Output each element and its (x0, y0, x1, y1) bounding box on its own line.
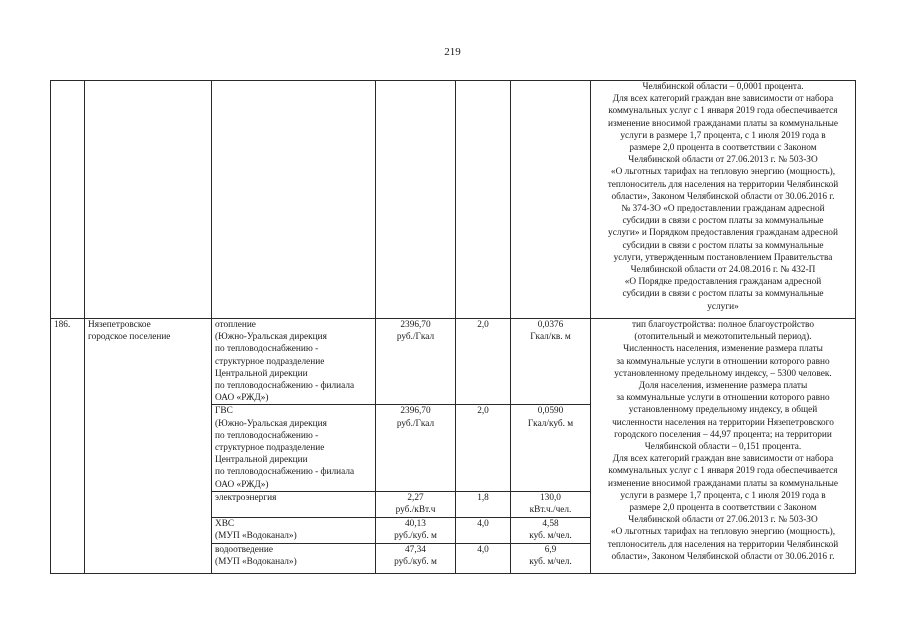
service-hot-water (212, 405, 376, 491)
description-line: установленному предельному индексу, в общей (628, 405, 818, 416)
service-cold-water (212, 517, 376, 543)
description-line: Челябинской области – 0,151 процента. (644, 442, 802, 453)
service-name-line: структурное подразделение (215, 443, 325, 454)
service-sewerage (212, 543, 376, 573)
description-line: Челябинской области от 27.06.2013 г. № 503-ЗО (628, 155, 818, 166)
tariff-value: 2396,70 (400, 320, 431, 330)
index-electricity: 1,8 (456, 491, 511, 517)
service-name-line: (Южно-Уральская дирекция (215, 332, 327, 343)
description-line: коммунальных услуг с 1 января 2019 года обеспечивается (608, 466, 838, 477)
tariff-unit: руб./кВт.ч (395, 505, 436, 516)
description-line: «О льготных тарифах на тепловую энергию (мощность), (610, 167, 836, 178)
norm-heating (511, 319, 591, 405)
description-line: за коммунальные услуги в отношении которого равно (616, 393, 830, 404)
description-line: (отопительный и межотопительный период). (634, 332, 812, 343)
description-line: размере 2,0 процента в соответствии с Законом (629, 143, 817, 154)
norm-value: 4,58 (542, 518, 559, 529)
service-name-line: ГВС (215, 406, 233, 417)
description-line: теплоноситель для населения на территории Челябинской (607, 539, 839, 550)
tariff-value: 2,27 (407, 492, 424, 503)
description-line: услуги» (707, 301, 739, 312)
description-line: Челябинской области – 0,0001 процента. (642, 82, 804, 92)
description-line: Доля населения, изменение размера платы (638, 381, 808, 392)
number-cell-empty (51, 81, 85, 319)
tariff-cold-water (376, 517, 456, 543)
index-cell-empty (456, 81, 511, 319)
tariff-unit: руб./Гкал (396, 332, 435, 343)
service-name-line: по тепловодоснабжению - филиала (215, 467, 355, 478)
tariff-sewerage (376, 543, 456, 573)
service-electricity (212, 491, 376, 517)
index-hot-water: 2,0 (456, 405, 511, 491)
service-heating (212, 319, 376, 405)
norm-unit: кВт.ч./чел. (529, 505, 572, 516)
description-line: услуги в размере 1,7 процента, с 1 июля 2019 года в (620, 490, 826, 501)
description-line: изменение вносимой гражданами платы за коммунальные (608, 118, 838, 129)
description-line: Челябинской области от 24.08.2016 г. № 432-П (630, 265, 816, 276)
description-line: Челябинской области от 27.06.2013 г. № 503-ЗО (628, 515, 818, 526)
index-heating: 2,0 (456, 319, 511, 405)
tariff-hot-water (376, 405, 456, 491)
norm-value: 130,0 (540, 492, 561, 503)
service-name-line: структурное подразделение (215, 356, 325, 367)
norm-hot-water (511, 405, 591, 491)
norm-sewerage (511, 543, 591, 573)
service-name-line: по тепловодоснабжению - филиала (215, 381, 355, 392)
description-line: городского поселения – 44,97 процента; на территории (614, 429, 832, 440)
description-line: № 374-ЗО «О предоставлении гражданам адресной (621, 204, 825, 215)
norm-unit: куб. м/чел. (529, 557, 572, 568)
description-line: установленному предельному индексу, – 5300 человек. (614, 368, 832, 379)
service-name-line: по тепловодоснабжению - (215, 344, 319, 355)
tariff-value: 47,34 (405, 544, 426, 555)
service-name-line: (МУП «Водоканал») (215, 557, 297, 568)
service-name-line: ХВС (215, 518, 235, 529)
norm-cold-water (511, 517, 591, 543)
tariff-unit: руб./куб. м (394, 531, 437, 542)
continuation-row (51, 81, 856, 319)
tariff-value: 40,13 (405, 518, 426, 529)
norm-unit: Гкал/куб. м (527, 418, 574, 429)
tariff-unit: руб./куб. м (394, 557, 437, 568)
service-name-line: (МУП «Водоканал») (215, 531, 297, 542)
norm-cell-empty (511, 81, 591, 319)
description-line: области», Законом Челябинской области от 30.06.2016 г. (611, 551, 835, 562)
norm-electricity (511, 491, 591, 517)
description-line: Для всех категорий граждан вне зависимости от набора (612, 94, 834, 105)
description-line: области», Законом Челябинской области от 30.06.2016 г. (611, 191, 835, 202)
tariff-cell-empty (376, 81, 456, 319)
entry-description (591, 319, 856, 574)
description-line: услуги» и Порядком предоставления гражданам адресной (608, 228, 838, 239)
table-row (51, 319, 856, 405)
norm-unit: Гкал/кв. м (530, 332, 571, 343)
norm-value: 0,0376 (537, 320, 564, 330)
service-name-line: электроэнергия (215, 492, 277, 503)
description-line: субсидии в связи с ростом платы за коммунальные (622, 289, 824, 300)
index-cold-water: 4,0 (456, 517, 511, 543)
description-line: теплоноситель для населения на территории Челябинской (607, 179, 839, 190)
index-sewerage: 4,0 (456, 543, 511, 573)
description-line: «О Порядке предоставления гражданам адресной (624, 277, 822, 288)
service-name-line: Центральной дирекции (215, 368, 308, 379)
service-name-line: Центральной дирекции (215, 455, 308, 466)
description-line: размере 2,0 процента в соответствии с Законом (629, 503, 817, 514)
description-line: услуги, утвержденным постановлением Правительства (613, 252, 833, 263)
service-name-line: ОАО «РЖД») (215, 393, 269, 404)
tariff-electricity (376, 491, 456, 517)
description-line: Численность населения, изменение размера платы (623, 344, 823, 355)
row-number: 186. (51, 319, 85, 574)
tariff-value: 2396,70 (400, 406, 431, 417)
norm-value: 6,9 (544, 544, 557, 555)
service-name-line: (Южно-Уральская дирекция (215, 418, 327, 429)
description-line: тип благоустройства: полное благоустройство (631, 320, 815, 330)
tariff-heating (376, 319, 456, 405)
description-line: за коммунальные услуги в отношении которого равно (616, 356, 830, 367)
description-line: субсидии в связи с ростом платы за коммунальные (622, 240, 824, 251)
description-line: численности населения на территории Нязепетровского (612, 417, 834, 428)
norm-value: 0,0590 (537, 406, 564, 417)
municipality-line: городское поселение (88, 332, 171, 343)
service-name-line: водоотведение (215, 544, 273, 555)
continuation-description (591, 81, 856, 319)
service-name-line: по тепловодоснабжению - (215, 430, 319, 441)
municipality-name (85, 319, 212, 574)
municipality-cell-empty (85, 81, 212, 319)
tariff-unit: руб./Гкал (396, 418, 435, 429)
service-name-line: ОАО «РЖД») (215, 479, 269, 490)
description-line: услуги в размере 1,7 процента, с 1 июля 2019 года в (620, 130, 826, 141)
description-line: субсидии в связи с ростом платы за коммунальные (622, 216, 824, 227)
description-line: Для всех категорий граждан вне зависимости от набора (612, 454, 834, 465)
description-line: «О льготных тарифах на тепловую энергию (мощность), (610, 527, 836, 538)
description-line: коммунальных услуг с 1 января 2019 года обеспечивается (608, 106, 838, 117)
page-number: 219 (444, 46, 461, 58)
service-name-line: отопление (215, 320, 256, 330)
norm-unit: куб. м/чел. (529, 531, 572, 542)
tariff-table (50, 80, 856, 574)
service-cell-empty (212, 81, 376, 319)
description-line: изменение вносимой гражданами платы за коммунальные (608, 478, 838, 489)
municipality-line: Нязепетровское (88, 320, 151, 330)
